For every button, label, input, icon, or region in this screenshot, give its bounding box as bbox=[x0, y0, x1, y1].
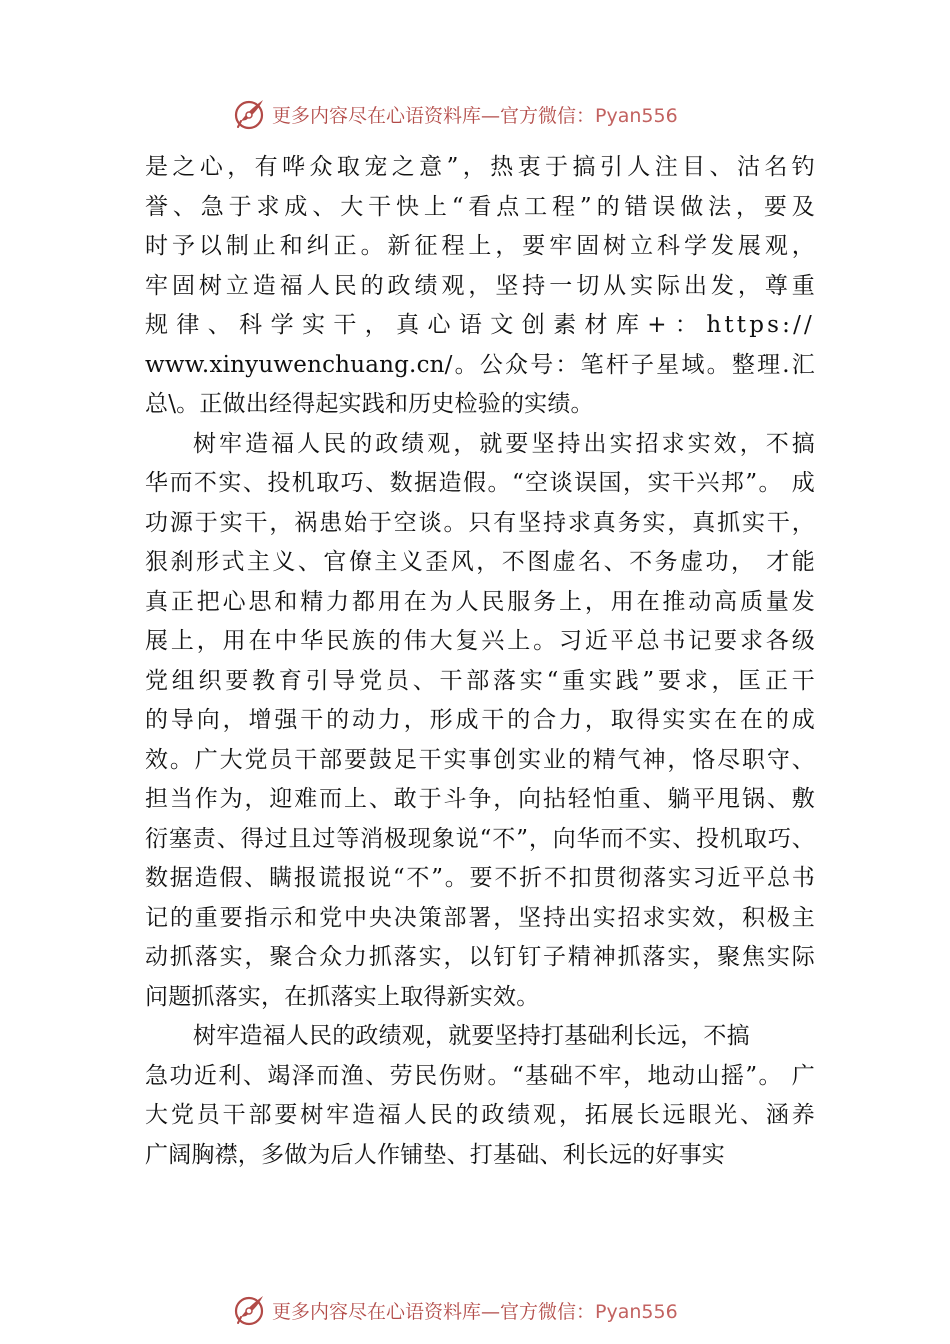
header-wechat-id: Pyan556 bbox=[595, 104, 678, 127]
body-line-7: 总\。正做出经得起实践和历史检验的实绩。 bbox=[145, 391, 594, 417]
body-line-18: 衍塞责、得过且过等消极现象说“不”，向华而不实、投机取巧、 bbox=[145, 825, 815, 852]
body-line-26: 广阔胸襟，多做为后人作铺垫、打基础、利长远的好事实 bbox=[145, 1141, 725, 1168]
footer-wechat-id: Pyan556 bbox=[595, 1300, 678, 1323]
header-banner bbox=[232, 94, 678, 134]
body-line-15: 的导向，增强干的动力，形成干的合力，取得实实在在的成 bbox=[145, 707, 815, 733]
body-line-5: 规律、科学实干，真心语文创素材库+：https:// bbox=[145, 312, 815, 338]
body-line-10: 功源于实干，祸患始于空谈。只有坚持求真务实，真抓实干， bbox=[145, 509, 815, 536]
body-line-1: 是之心，有哗众取宠之意”，热衷于搞引人注目、沽名钓 bbox=[145, 154, 815, 180]
body-line-4: 牢固树立造福人民的政绩观，坚持一切从实际出发，尊重 bbox=[145, 272, 815, 299]
body-line-16: 效。广大党员干部要鼓足干实事创实业的精气神，恪尽职守、 bbox=[145, 746, 815, 773]
quill-logo-icon bbox=[232, 1292, 268, 1328]
body-line-13: 展上，用在中华民族的伟大复兴上。习近平总书记要求各级 bbox=[145, 628, 815, 654]
footer-banner bbox=[232, 1290, 678, 1330]
document-body bbox=[145, 148, 815, 1175]
quill-logo-icon bbox=[232, 96, 268, 132]
body-line-19: 数据造假、瞒报谎报说“不”。要不折不扣贯彻落实习近平总书 bbox=[145, 865, 815, 891]
body-line-23: 树牢造福人民的政绩观，就要坚持打基础利长远，不搞 bbox=[193, 1023, 750, 1049]
body-line-3: 时予以制止和纠正。新征程上，要牢固树立科学发展观， bbox=[145, 233, 815, 259]
body-line-14: 党组织要教育引导党员、干部落实“重实践”要求，匡正干 bbox=[145, 667, 815, 694]
header-banner-text: 更多内容尽在心语资料库—官方微信：Pyan556 bbox=[272, 104, 678, 127]
body-line-8: 树牢造福人民的政绩观，就要坚持出实招求实效，不搞 bbox=[193, 430, 815, 457]
footer-banner-text: 更多内容尽在心语资料库—官方微信：Pyan556 bbox=[272, 1300, 678, 1323]
body-line-6: www.xinyuwenchuang.cn/。公众号：笔杆子星域。整理.汇 bbox=[145, 351, 815, 378]
body-line-2: 誉、急于求成、大干快上“看点工程”的错误做法，要及 bbox=[145, 193, 815, 220]
body-line-11: 狠刹形式主义、官僚主义歪风，不图虚名、不务虚功， 才能 bbox=[145, 549, 815, 575]
body-line-9: 华而不实、投机取巧、数据造假。“空谈误国，实干兴邦”。 成 bbox=[145, 470, 815, 496]
body-line-21: 动抓落实，聚合众力抓落实，以钉钉子精神抓落实，聚焦实际 bbox=[145, 944, 815, 970]
body-line-22: 问题抓落实，在抓落实上取得新实效。 bbox=[145, 983, 540, 1010]
body-line-20: 记的重要指示和党中央决策部署，坚持出实招求实效，积极主 bbox=[145, 904, 815, 931]
body-line-17: 担当作为，迎难而上、敢于斗争，向拈轻怕重、躺平甩锅、敷 bbox=[145, 786, 815, 812]
body-line-12: 真正把心思和精力都用在为人民服务上，用在推动高质量发 bbox=[145, 588, 815, 615]
body-line-25: 大党员干部要树牢造福人民的政绩观，拓展长远眼光、涵养 bbox=[145, 1102, 815, 1128]
body-line-24: 急功近利、竭泽而渔、劳民伤财。“基础不牢，地动山摇”。 广 bbox=[145, 1062, 815, 1089]
